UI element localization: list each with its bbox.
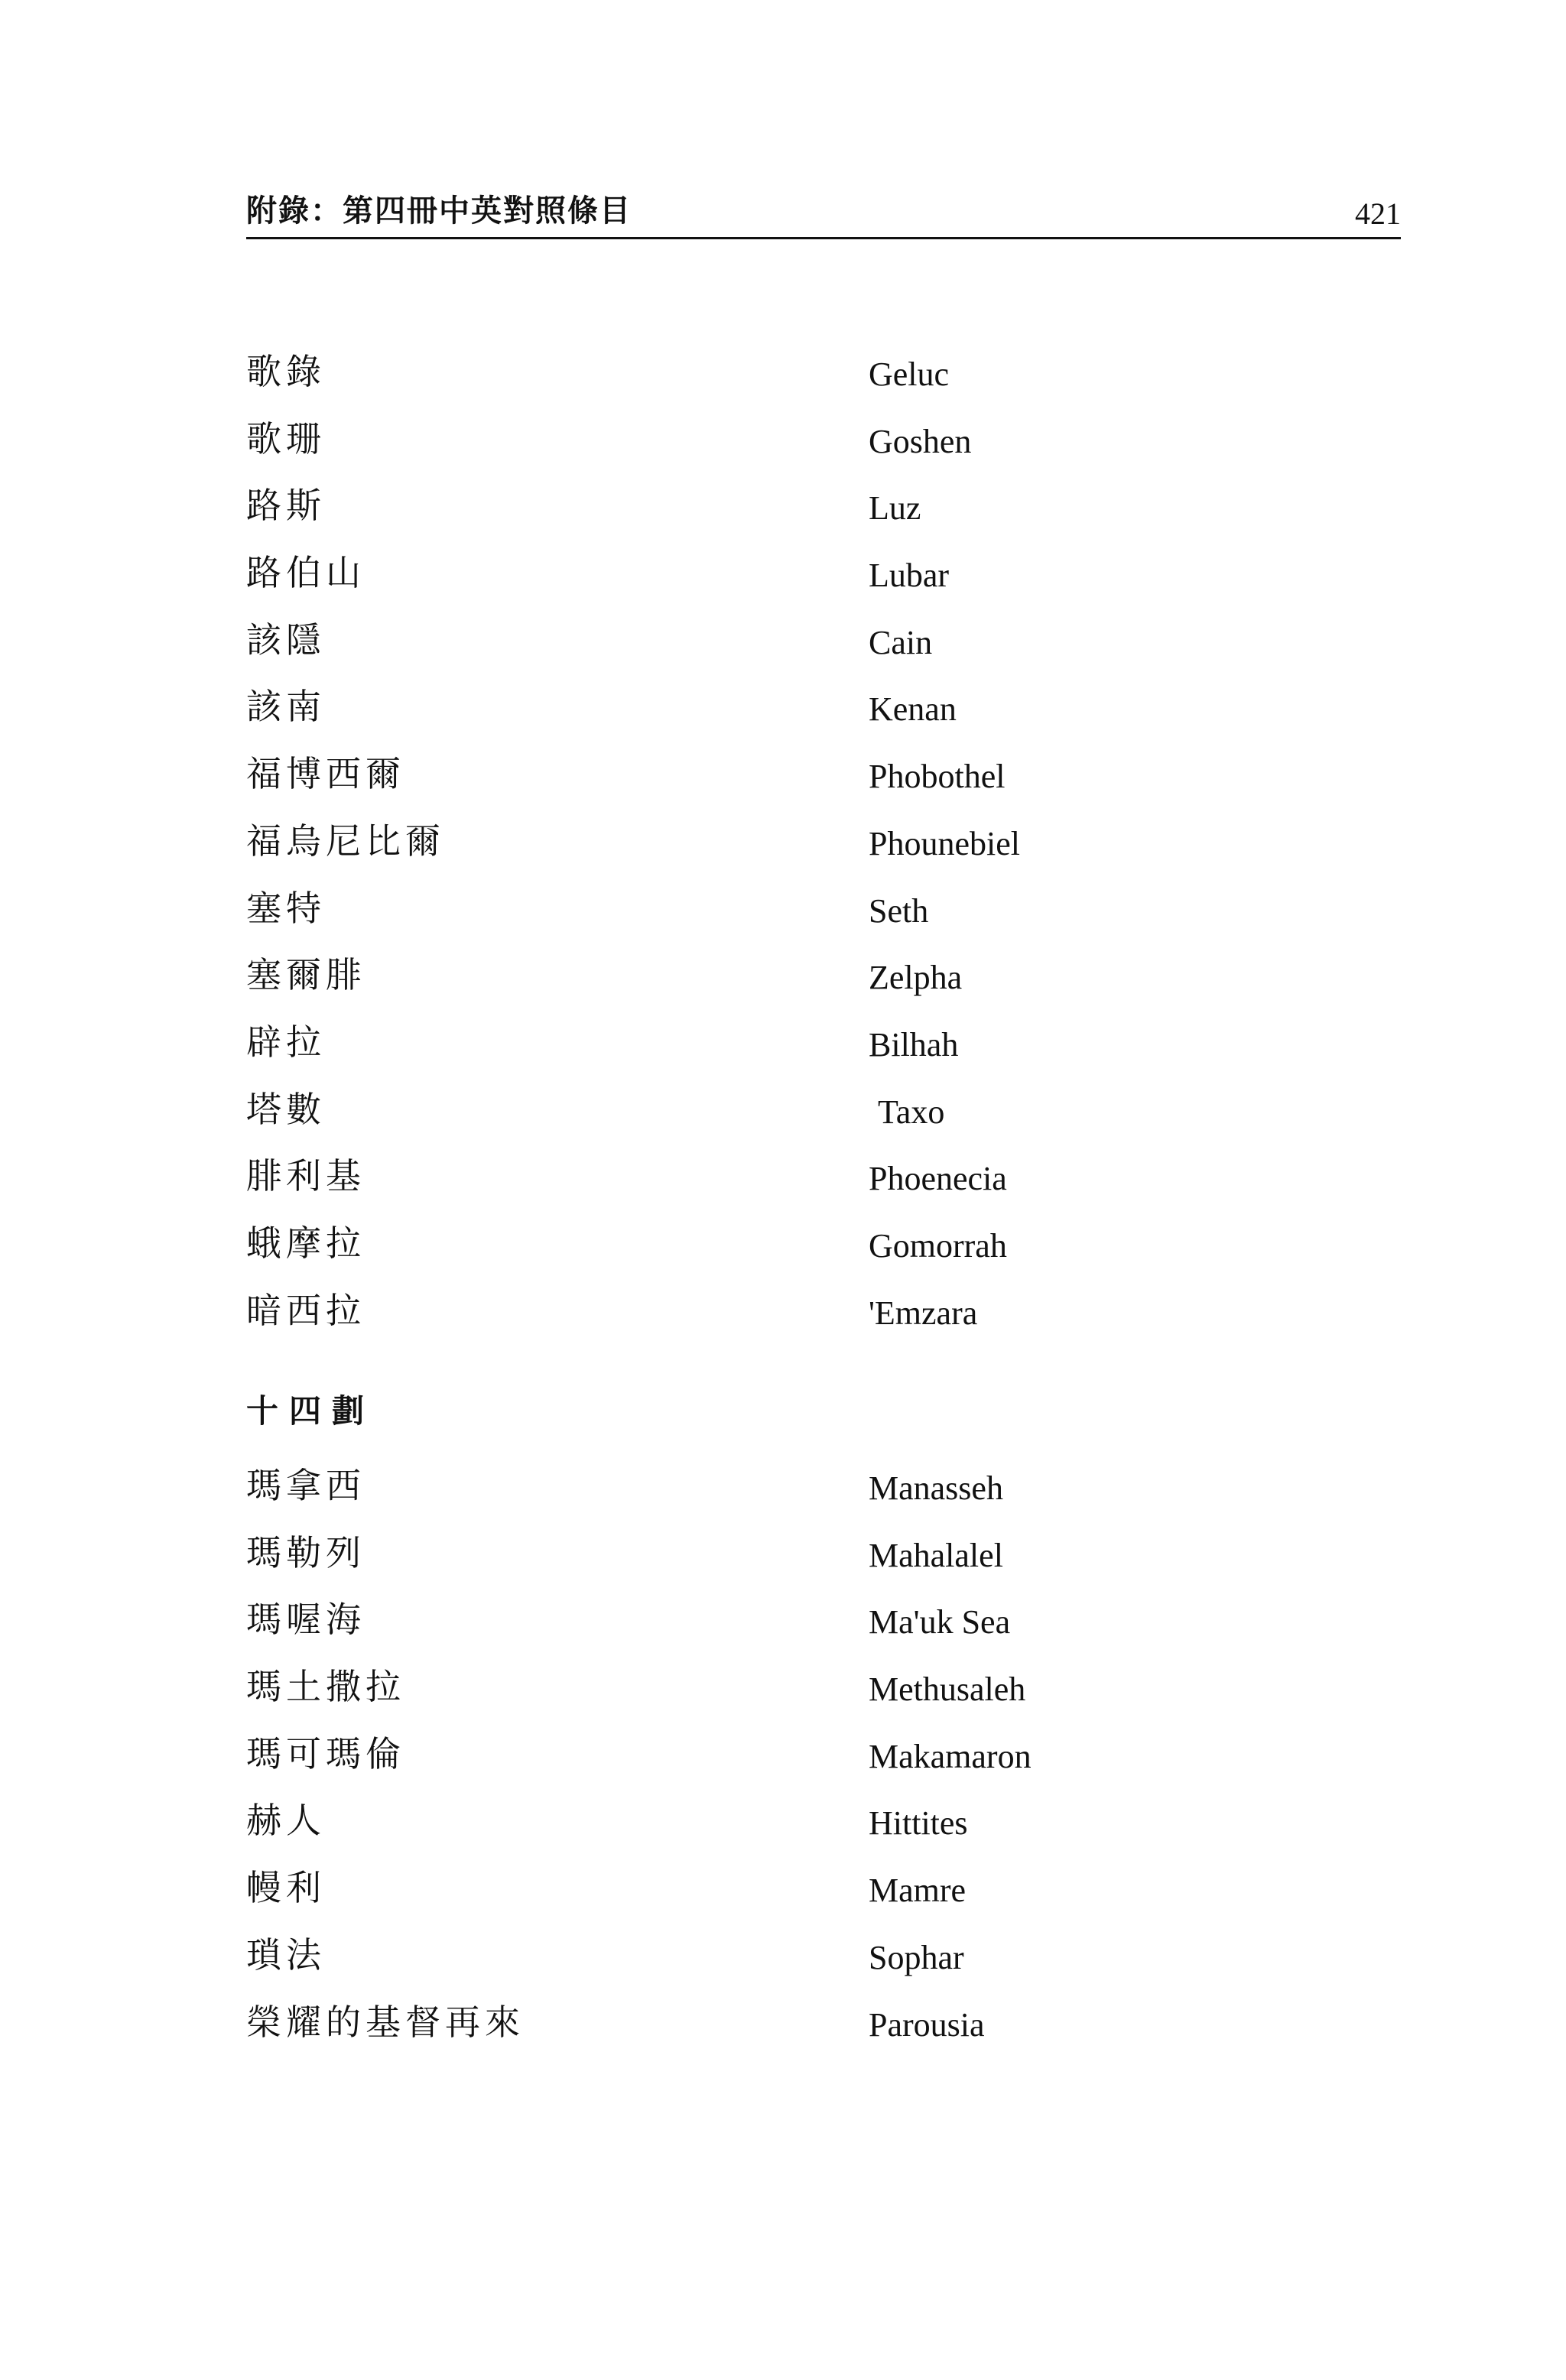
glossary-entry [246, 619, 1240, 686]
entry-chinese: 該隱 [246, 619, 326, 661]
entry-chinese: 瑪可瑪倫 [246, 1732, 405, 1774]
entry-english: Goshen [869, 422, 972, 460]
entry-chinese: 福烏尼比爾 [246, 820, 445, 862]
entry-english: Phobothel [869, 758, 1006, 796]
glossary-entry [246, 484, 1240, 551]
glossary-entry [246, 1799, 1240, 1866]
entry-chinese: 蛾摩拉 [246, 1222, 366, 1264]
glossary-entry [246, 820, 1240, 887]
entry-english: Phounebiel [869, 824, 1020, 862]
entry-chinese: 塞特 [246, 887, 326, 929]
glossary-entry [246, 1021, 1240, 1088]
glossary-entry [246, 1934, 1240, 2001]
entry-english: 'Emzara [869, 1294, 978, 1332]
entry-english: Gomorrah [869, 1226, 1007, 1265]
entry-chinese: 該南 [246, 686, 326, 728]
entry-english: Seth [869, 891, 929, 930]
glossary-entry [246, 1222, 1240, 1289]
entry-chinese: 瑣法 [246, 1934, 326, 1976]
glossary-entry [246, 1154, 1240, 1222]
entry-english: Mamre [869, 1872, 967, 1910]
entry-english: Parousia [869, 2005, 985, 2044]
entry-chinese: 塞爾腓 [246, 954, 366, 996]
entry-english: Bilhah [869, 1025, 959, 1063]
entry-chinese: 瑪拿西 [246, 1465, 366, 1506]
entry-chinese: 幔利 [246, 1867, 326, 1909]
entry-chinese: 歌珊 [246, 417, 326, 459]
entry-english: Taxo [878, 1093, 945, 1131]
glossary-entry [246, 2001, 1240, 2068]
glossary-entry [246, 551, 1240, 619]
entry-english: Kenan [869, 690, 957, 729]
page-number: 421 [1355, 196, 1401, 231]
entry-chinese: 辟拉 [246, 1021, 326, 1063]
entry-english: Methusaleh [869, 1671, 1026, 1709]
glossary-entry [246, 887, 1240, 954]
entry-english: Hittites [869, 1804, 968, 1843]
glossary-entry [246, 350, 1240, 417]
entry-chinese: 福博西爾 [246, 753, 405, 795]
entry-english: Ma'uk Sea [869, 1603, 1011, 1641]
glossary-entry [246, 953, 1240, 1021]
entry-chinese: 塔數 [246, 1088, 326, 1130]
entry-chinese: 腓利基 [246, 1155, 366, 1197]
entry-english: Sophar [869, 1938, 964, 1976]
entry-chinese: 暗西拉 [246, 1289, 366, 1331]
running-title: 附錄：第四冊中英對照條目 [246, 193, 632, 229]
entry-chinese: 瑪勒列 [246, 1531, 366, 1573]
entry-english: Manasseh [869, 1469, 1003, 1507]
entry-chinese: 瑪喔海 [246, 1599, 366, 1641]
glossary-entry [246, 417, 1240, 485]
entry-english: Geluc [869, 356, 950, 393]
glossary-entry [246, 1088, 1240, 1155]
glossary-entry [246, 1531, 1240, 1599]
entry-chinese: 榮耀的基督再來 [246, 2001, 525, 2043]
entry-list-group2 [246, 1464, 1240, 2067]
entry-chinese: 路伯山 [246, 552, 366, 594]
glossary-entry [246, 1732, 1240, 1800]
glossary-entry [246, 685, 1240, 752]
entry-english: Makamaron [869, 1737, 1032, 1775]
glossary-entry [246, 1464, 1240, 1531]
entry-chinese: 赫人 [246, 1800, 326, 1842]
glossary-entry [246, 1866, 1240, 1934]
entry-english: Zelpha [869, 959, 963, 997]
entry-chinese: 歌錄 [246, 351, 326, 392]
entry-english: Luz [869, 489, 921, 528]
section-heading: 十四劃 [246, 1392, 375, 1430]
header-rule [246, 237, 1401, 239]
entry-english: Cain [869, 623, 933, 661]
running-head [246, 191, 1401, 239]
glossary-entry [246, 1665, 1240, 1732]
entry-english: Phoenecia [869, 1160, 1007, 1198]
entry-english: Mahalalel [869, 1536, 1003, 1574]
glossary-entry [246, 1598, 1240, 1665]
entry-list-group1 [246, 350, 1240, 1356]
glossary-entry [246, 1289, 1240, 1356]
entry-chinese: 瑪土撒拉 [246, 1666, 405, 1708]
entry-chinese: 路斯 [246, 485, 326, 527]
entry-english: Lubar [869, 557, 950, 595]
glossary-entry [246, 752, 1240, 820]
